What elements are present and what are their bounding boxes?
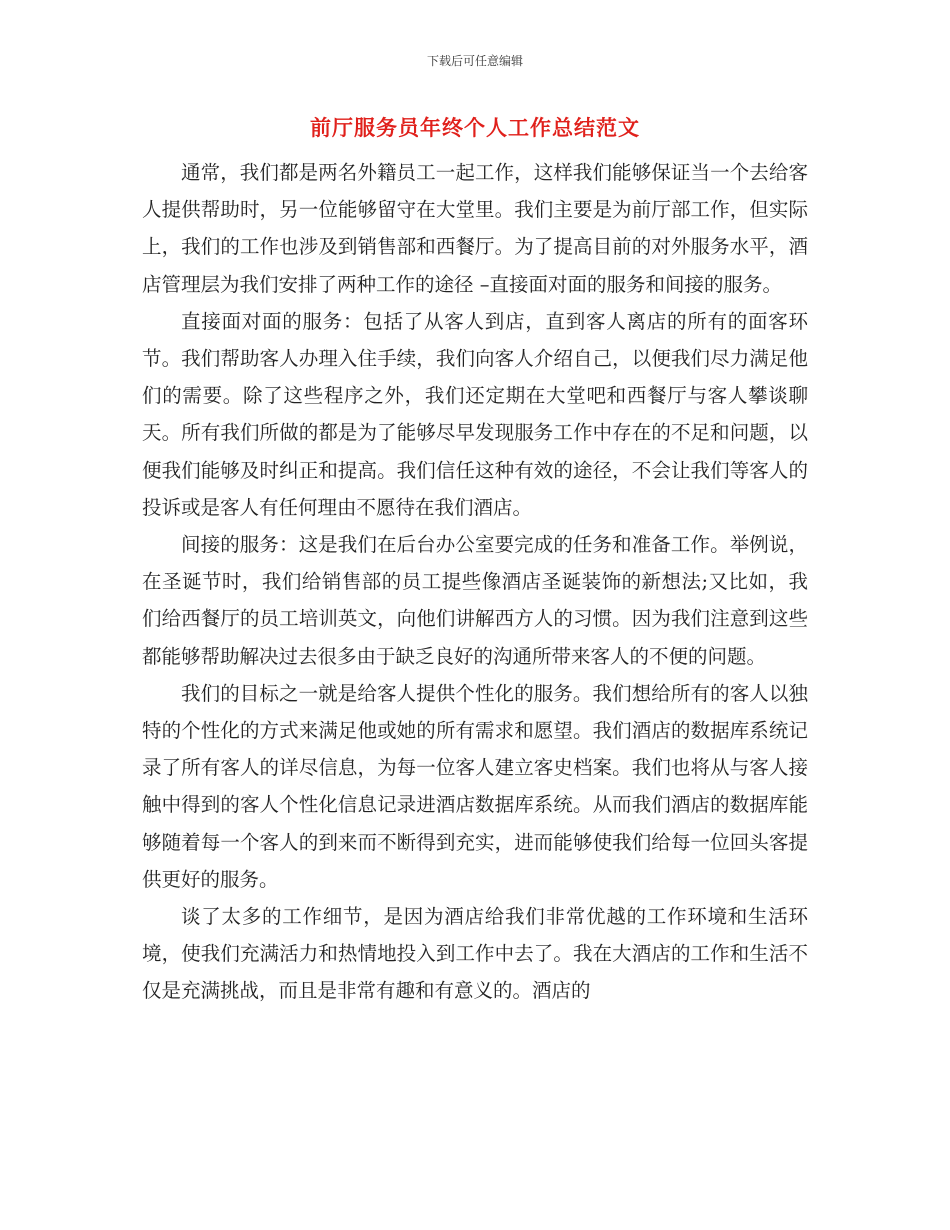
header-note: 下载后可任意编辑 — [426, 54, 523, 68]
paragraph: 我们的目标之一就是给客人提供个性化的服务。我们想给所有的客人以独特的个性化的方式来满足他或她的所有需求和愿望。我们酒店的数据库系统记录了所有客人的详尽信息，为每一位客人建立客史档案。我们也将从与客人接触中得到的客人个性化信息记录进酒店数据库系统。从而我们酒店的数据库能够随着每一个客人的到来而不断得到充实，进而能够使我们给每一位回头客提供更好的服务。 — [142, 681, 808, 891]
paragraph: 间接的服务：这是我们在后台办公室要完成的任务和准备工作。举例说，在圣诞节时，我们给销售部的员工提些像酒店圣诞装饰的新想法;又比如，我们给西餐厅的员工培训英文，向他们讲解西方人的习惯。因为我们注意到这些都能够帮助解决过去很多由于缺乏良好的沟通所带来客人的不便的问题。 — [142, 533, 808, 668]
paragraph: 直接面对面的服务：包括了从客人到店，直到客人离店的所有的面客环节。我们帮助客人办理入住手续，我们向客人介绍自己，以便我们尽力满足他们的需要。除了这些程序之外，我们还定期在大堂吧和西餐厅与客人攀谈聊天。所有我们所做的都是为了能够尽早发现服务工作中存在的不足和问题，以便我们能够及时纠正和提高。我们信任这种有效的途径，不会让我们等客人的投诉或是客人有任何理由不愿待在我们酒店。 — [142, 309, 808, 519]
paragraph: 通常，我们都是两名外籍员工一起工作，这样我们能够保证当一个去给客人提供帮助时，另一位能够留守在大堂里。我们主要是为前厅部工作，但实际上，我们的工作也涉及到销售部和西餐厅。为了提高目前的对外服务水平，酒店管理层为我们安排了两种工作的途径 –直接面对面的服务和间接的服务。 — [142, 161, 808, 296]
document-body — [142, 154, 808, 1010]
document-title: 前厅服务员年终个人工作总结范文 — [310, 116, 640, 140]
paragraph: 谈了太多的工作细节，是因为酒店给我们非常优越的工作环境和生活环境，使我们充满活力和热情地投入到工作中去了。我在大酒店的工作和生活不仅是充满挑战，而且是非常有趣和有意义的。酒店的 — [142, 905, 808, 1003]
